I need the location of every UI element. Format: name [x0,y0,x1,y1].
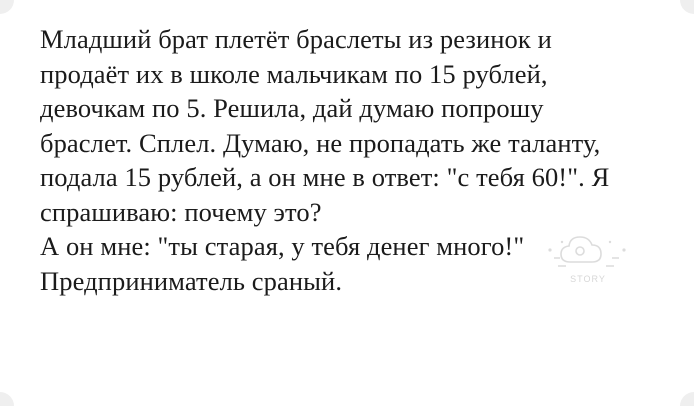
card-corner-bottom-right [680,392,694,406]
story-paragraph-1: Младший брат плетёт браслеты из резинок и продаёт их в школе мальчикам по 15 рублей, девочкам по 5. Решила, дай думаю попрошу браслет. Сплел. Думаю, не пропадать же таланту, подала 15 рублей, а он мне в ответ: "с тебя 60!". Я спрашиваю: почему это? [40,24,610,227]
watermark-label: STORY [570,274,606,284]
card-corner-bottom-left [0,392,14,406]
story-text [40,22,640,298]
story-paragraph-2: А он мне: "ты старая, у тебя денег много!" Предприниматель сраный. [40,231,525,296]
